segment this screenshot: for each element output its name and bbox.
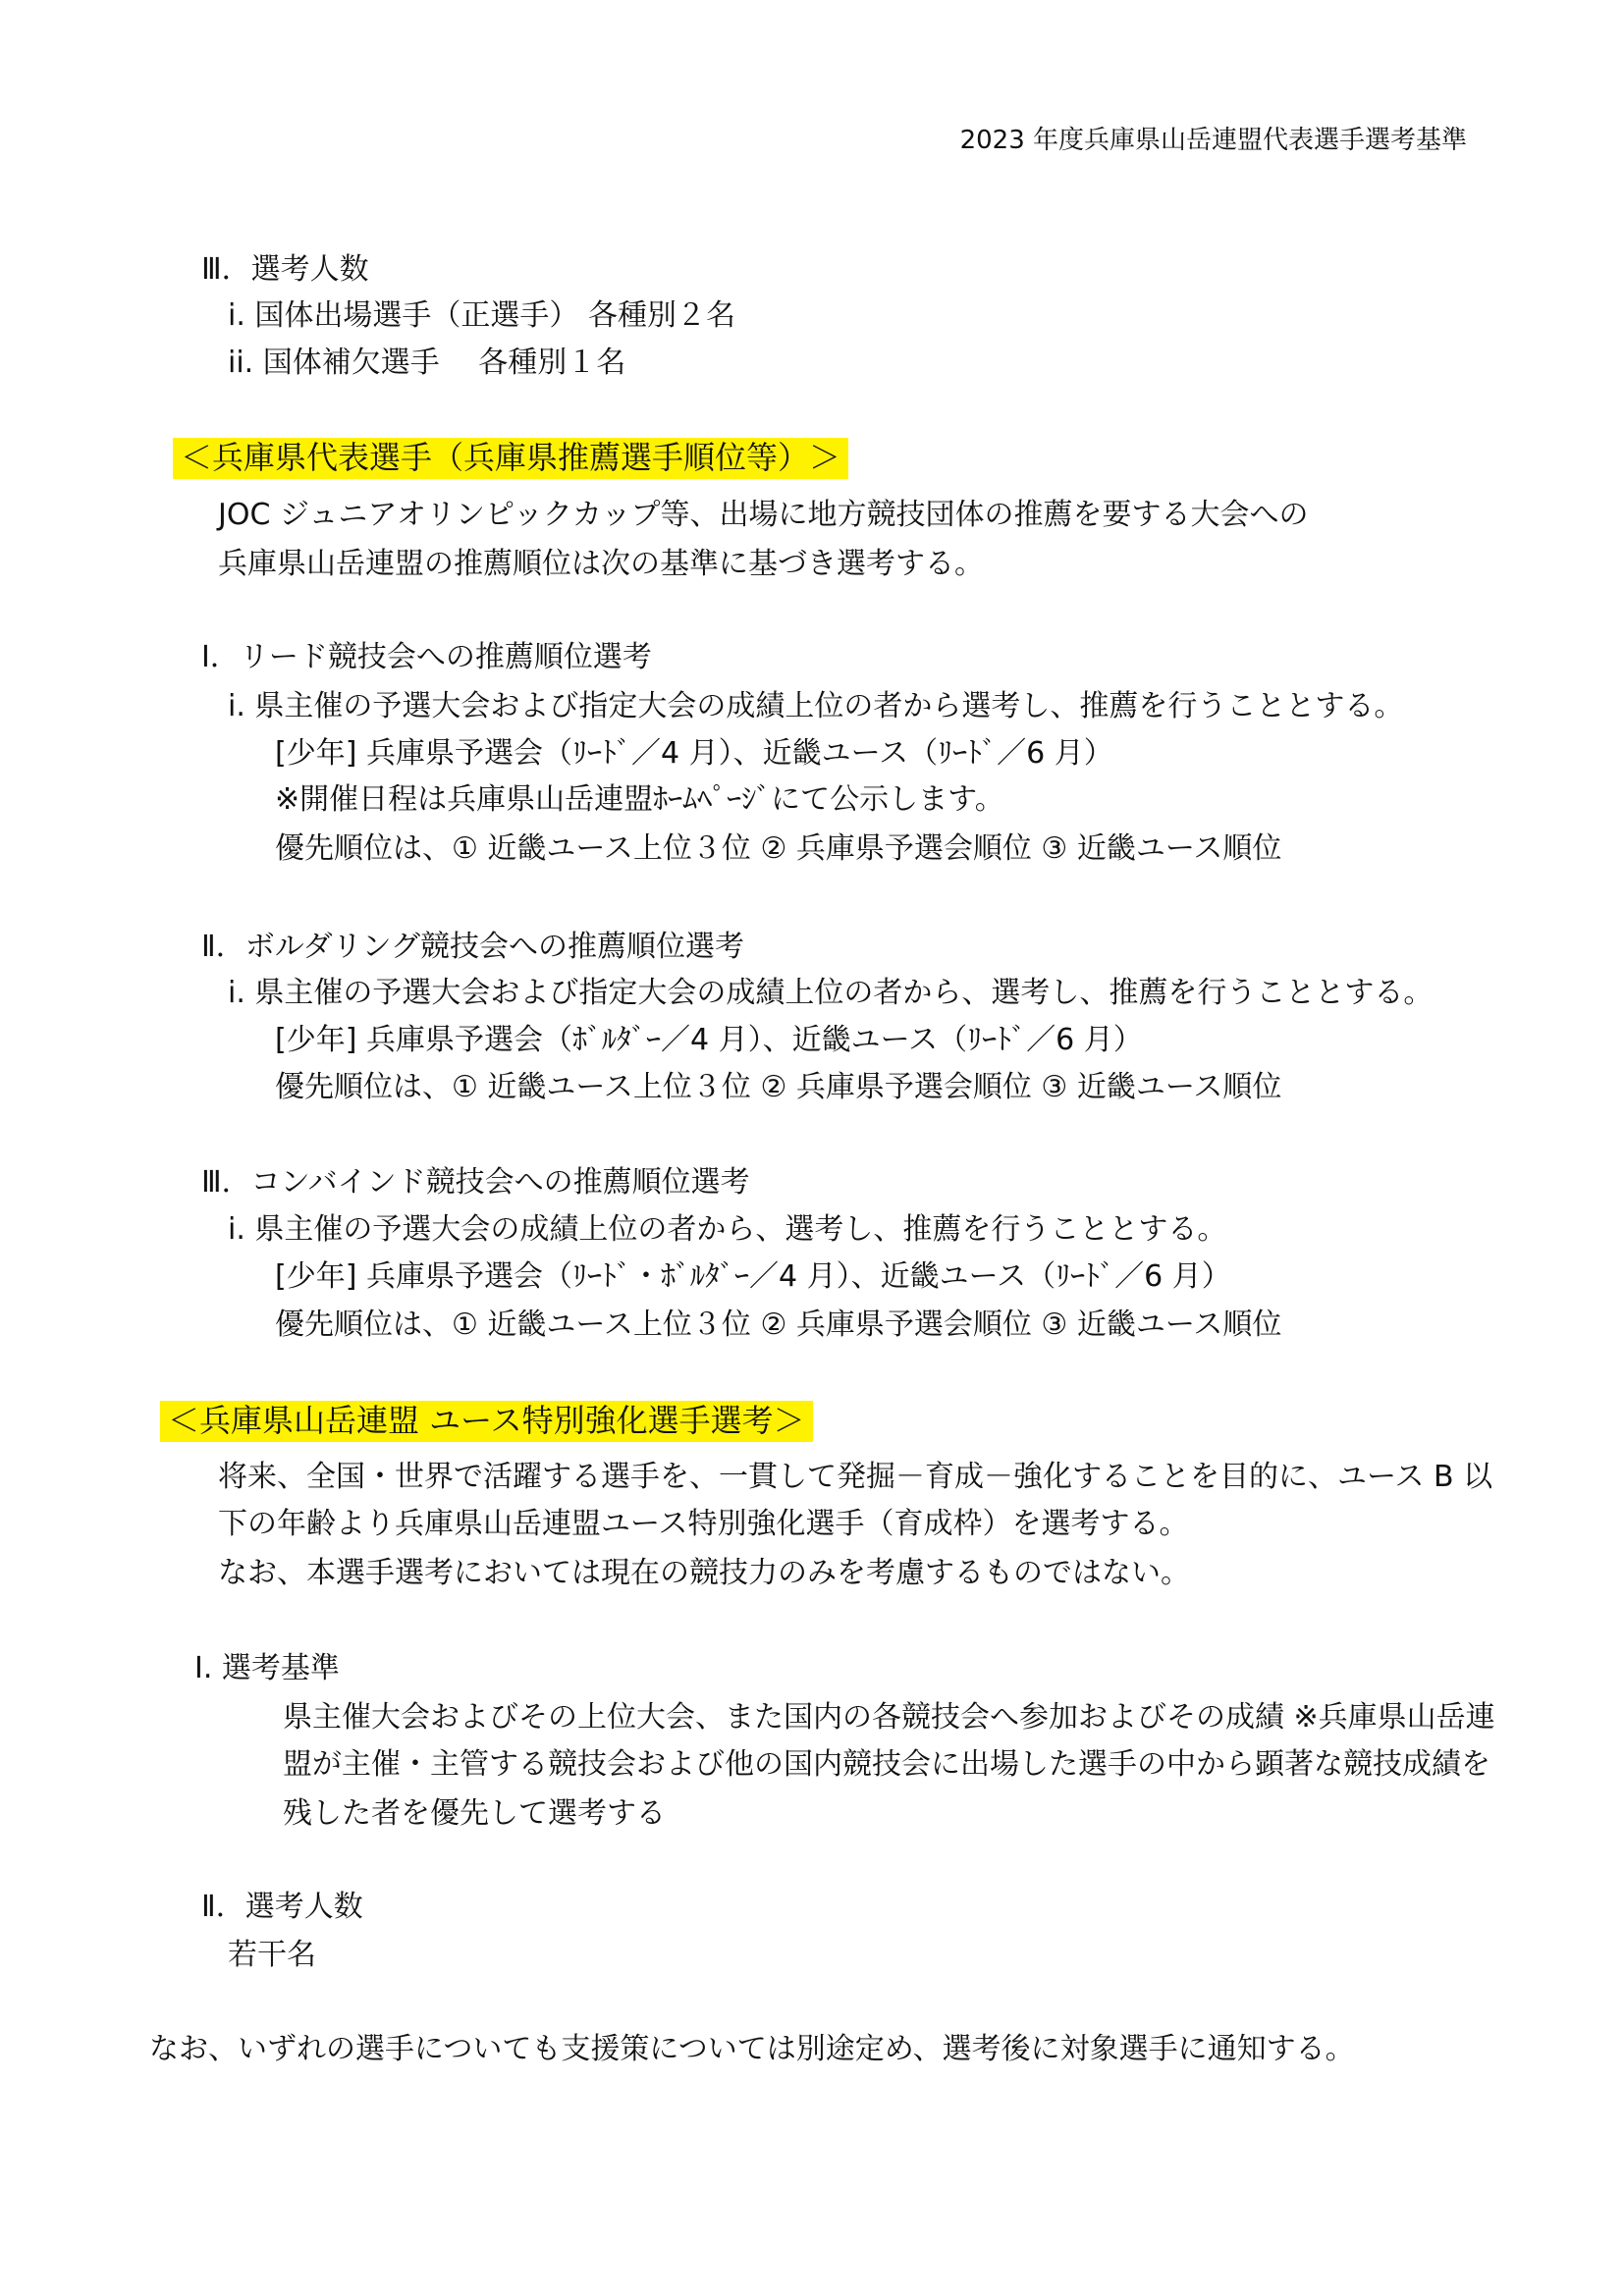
paragraph-line: 盟が主催・主管する競技会および他の国内競技会に出場した選手の中から顕著な競技成績を xyxy=(283,1747,1490,1782)
subsection-heading: Ⅱ．選考人数 xyxy=(201,1890,363,1924)
priority-line: 優先順位は、① 近畿ユース上位３位 ② 兵庫県予選会順位 ③ 近畿ユース順位 xyxy=(275,1070,1282,1104)
list-item: i. 国体出場選手（正選手） 各種別２名 xyxy=(228,298,735,333)
paragraph-line: 県主催大会およびその上位大会、また国内の各競技会へ参加およびその成績 ※兵庫県山岳連 xyxy=(283,1700,1495,1735)
detail-line: [少年] 兵庫県予選会（ﾎﾞﾙﾀﾞｰ／4 月）、近畿ユース（ﾘｰﾄﾞ／6 月） xyxy=(275,1023,1143,1057)
list-item: ii. 国体補欠選手 各種別１名 xyxy=(228,346,626,380)
subsection-heading: Ⅲ．コンバインド競技会への推薦順位選考 xyxy=(201,1165,750,1200)
paragraph-line: JOC ジュニアオリンピックカップ等、出場に地方競技団体の推薦を要する大会への xyxy=(218,498,1309,532)
detail-line: [少年] 兵庫県予選会（ﾘｰﾄﾞ・ﾎﾞﾙﾀﾞｰ／4 月）、近畿ユース（ﾘｰﾄﾞ／6 月） xyxy=(275,1259,1231,1294)
subsection-heading: Ⅰ．リード競技会への推薦順位選考 xyxy=(201,640,652,674)
priority-line: 優先順位は、① 近畿ユース上位３位 ② 兵庫県予選会順位 ③ 近畿ユース順位 xyxy=(275,831,1282,866)
paragraph-line: なお、本選手選考においては現在の競技力のみを考慮するものではない。 xyxy=(218,1556,1190,1590)
list-item: i. 県主催の予選大会の成績上位の者から、選考し、推薦を行うこととする。 xyxy=(228,1212,1227,1247)
footer-note: なお、いずれの選手についても支援策については別途定め、選考後に対象選手に通知する。 xyxy=(149,2032,1355,2066)
paragraph-line: 下の年齢より兵庫県山岳連盟ユース特別強化選手（育成枠）を選考する。 xyxy=(218,1507,1189,1541)
detail-line: [少年] 兵庫県予選会（ﾘｰﾄﾞ／4 月）、近畿ユース（ﾘｰﾄﾞ／6 月） xyxy=(275,736,1113,771)
list-item: i. 県主催の予選大会および指定大会の成績上位の者から、選考し、推薦を行うこととする。 xyxy=(228,976,1434,1010)
highlighted-section-title: ＜兵庫県山岳連盟 ユース特別強化選手選考＞ xyxy=(160,1401,813,1442)
note-line: ※開催日程は兵庫県山岳連盟ﾎｰﾑﾍﾟｰｼﾞにて公示します。 xyxy=(275,782,1004,817)
priority-line: 優先順位は、① 近畿ユース上位３位 ② 兵庫県予選会順位 ③ 近畿ユース順位 xyxy=(275,1308,1282,1342)
paragraph-line: 兵庫県山岳連盟の推薦順位は次の基準に基づき選考する。 xyxy=(218,547,984,581)
paragraph-line: 残した者を優先して選考する xyxy=(283,1796,666,1831)
subsection-heading: Ⅰ. 選考基準 xyxy=(194,1651,340,1685)
document-header: 2023 年度兵庫県山岳連盟代表選手選考基準 xyxy=(959,126,1467,155)
subsection-heading: Ⅱ．ボルダリング競技会への推薦順位選考 xyxy=(201,930,744,964)
section-heading: Ⅲ．選考人数 xyxy=(201,252,369,287)
count-value: 若干名 xyxy=(228,1938,316,1972)
highlighted-section-title: ＜兵庫県代表選手（兵庫県推薦選手順位等）＞ xyxy=(173,438,848,479)
list-item: i. 県主催の予選大会および指定大会の成績上位の者から選考し、推薦を行うこととする。 xyxy=(228,689,1404,723)
paragraph-line: 将来、全国・世界で活躍する選手を、一貫して発掘－育成－強化することを目的に、ユース B 以 xyxy=(218,1460,1493,1494)
